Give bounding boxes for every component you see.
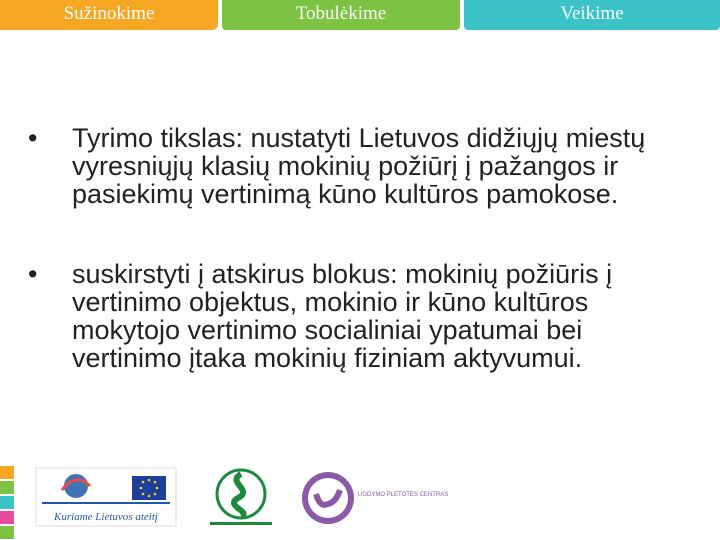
footer-logos xyxy=(36,466,449,530)
tab-tobulekime-label: Tobulėkime xyxy=(295,3,387,24)
upc-text: UGDYMO PLĖTOTĖS CENTRAS xyxy=(358,492,449,498)
slide-content xyxy=(26,124,676,424)
top-navigation-tabs xyxy=(0,0,720,32)
sport-logo xyxy=(204,468,278,528)
stripe xyxy=(0,526,14,539)
bullet-text: suskirstyti į atskirus blokus: mokinių požiūris į vertinimo objektus, mokinio ir kūno kultūros mokytojo vertinimo socialiniai ypatumai bei vertinimo įtaka mokinių fiziniam aktyvumui. xyxy=(72,259,613,373)
eu-slogan: Kuriame Lietuvos ateitį xyxy=(54,511,158,523)
color-stripes xyxy=(0,466,14,540)
stripe xyxy=(0,481,14,494)
tab-underline xyxy=(36,27,206,30)
tab-veikime[interactable] xyxy=(464,0,720,30)
tab-tobulekime[interactable] xyxy=(222,0,460,30)
bullet-dot: • xyxy=(28,123,38,153)
tab-veikime-label: Veikime xyxy=(560,3,624,24)
bullet-dot: • xyxy=(28,259,38,289)
tab-suzinokime[interactable] xyxy=(0,0,218,30)
bullet-item xyxy=(26,260,676,372)
stripe xyxy=(0,511,14,524)
bullet-item xyxy=(26,124,676,208)
bullet-text: Tyrimo tikslas: nustatyti Lietuvos didžiųjų miestų vyresniųjų klasių mokinių požiūrį į pažangos ir pasiekimų vertinimą kūno kultūros pamokose. xyxy=(72,123,646,209)
stripe xyxy=(0,466,14,479)
tab-suzinokime-label: Sužinokime xyxy=(63,3,155,24)
upc-logo xyxy=(298,468,449,528)
eu-funds-logo xyxy=(36,468,176,526)
stripe xyxy=(0,496,14,509)
